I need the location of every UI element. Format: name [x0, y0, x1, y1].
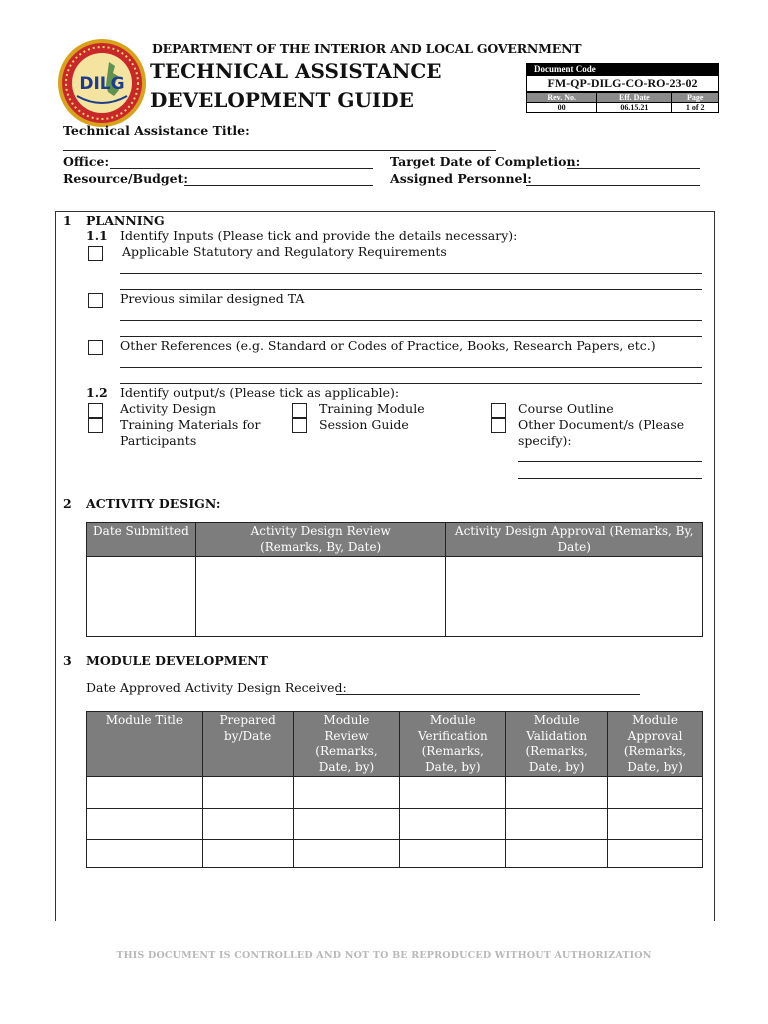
cell[interactable] — [87, 809, 203, 840]
cell-activity-design-approval[interactable] — [446, 557, 703, 637]
col-module-approval-line: Module — [632, 713, 678, 727]
eff-date: 06.15.21 — [597, 103, 672, 113]
cell[interactable] — [293, 809, 400, 840]
output-training-materials-line2: Participants — [120, 433, 197, 448]
assigned-personnel-label: Assigned Personnel: — [390, 171, 532, 186]
dilg-seal-logo — [57, 38, 147, 128]
resource-budget-line[interactable] — [184, 185, 373, 186]
col-prepared-by-date — [202, 712, 293, 777]
section-1-number: 1 — [63, 213, 72, 228]
document-code-box — [526, 63, 719, 113]
section-1-heading: PLANNING — [86, 213, 165, 228]
seal-lettering: DILG — [79, 74, 125, 94]
activity-design-table — [86, 522, 703, 637]
subsection-1-2-number: 1.2 — [86, 385, 108, 400]
input-option-statutory: Applicable Statutory and Regulatory Requirements — [122, 244, 447, 259]
cell[interactable] — [87, 840, 203, 868]
col-review-line1: Activity Design Review — [250, 524, 391, 538]
col-module-approval-line: Date, by) — [627, 759, 683, 774]
office-line[interactable] — [110, 168, 373, 169]
col-module-approval-line: (Remarks, — [623, 744, 687, 758]
rev-no: 00 — [527, 103, 597, 113]
cell[interactable] — [506, 809, 608, 840]
other-references-detail-line-2[interactable] — [120, 383, 702, 384]
col-review-line2: (Remarks, By, Date) — [260, 539, 382, 554]
checkbox-session-guide[interactable] — [292, 418, 307, 433]
page-number: 1 of 2 — [672, 103, 719, 113]
output-training-module: Training Module — [319, 401, 425, 416]
col-module-verification-line: (Remarks, — [421, 744, 484, 758]
form-title-line1: TECHNICAL ASSISTANCE — [150, 59, 442, 83]
ta-title-line[interactable] — [63, 150, 496, 151]
output-other-documents-line1: Other Document/s (Please — [518, 417, 685, 432]
module-development-table — [86, 711, 703, 868]
section-3-number: 3 — [63, 653, 72, 668]
cell[interactable] — [506, 777, 608, 809]
col-module-review — [293, 712, 400, 777]
table-row — [87, 840, 703, 868]
checkbox-activity-design[interactable] — [88, 403, 103, 418]
col-prepared-by-date-line: by/Date — [224, 728, 272, 743]
eff-date-label: Eff. Date — [597, 93, 672, 103]
checkbox-previous-ta[interactable] — [88, 293, 103, 308]
cell[interactable] — [293, 840, 400, 868]
col-module-approval-line: Approval — [627, 728, 683, 743]
checkbox-training-module[interactable] — [292, 403, 307, 418]
col-module-validation-line: Date, by) — [528, 759, 585, 774]
controlled-document-notice: THIS DOCUMENT IS CONTROLLED AND NOT TO BE REPRODUCED WITHOUT AUTHORIZATION — [116, 950, 652, 961]
col-module-validation-line: Validation — [526, 728, 588, 743]
col-approval-line1: Activity Design Approval (Remarks, By, — [454, 524, 694, 538]
checkbox-other-documents[interactable] — [491, 418, 506, 433]
col-module-approval — [608, 712, 703, 777]
cell[interactable] — [202, 777, 293, 809]
page-label: Page — [672, 93, 719, 103]
table-row — [87, 809, 703, 840]
target-date-label: Target Date of Completion: — [390, 154, 581, 169]
section-2-heading: ACTIVITY DESIGN: — [86, 496, 221, 511]
col-module-review-line: Date, by) — [318, 759, 375, 774]
col-approval-line2: Date) — [557, 539, 591, 554]
subsection-1-1-text: Identify Inputs (Please tick and provide the details necessary): — [120, 228, 518, 243]
cell[interactable] — [293, 777, 400, 809]
cell[interactable] — [202, 809, 293, 840]
output-training-materials-line1: Training Materials for — [120, 417, 261, 432]
cell[interactable] — [400, 809, 506, 840]
cell[interactable] — [608, 809, 703, 840]
section-2-number: 2 — [63, 496, 72, 511]
form-title-line2: DEVELOPMENT GUIDE — [150, 88, 414, 112]
cell[interactable] — [87, 777, 203, 809]
output-session-guide: Session Guide — [319, 417, 409, 432]
cell[interactable] — [400, 777, 506, 809]
col-module-title — [87, 712, 203, 777]
col-date-submitted: Date Submitted — [87, 523, 196, 557]
col-module-verification-line: Date, by) — [425, 759, 481, 774]
col-module-review-line: Module — [323, 713, 370, 727]
output-course-outline: Course Outline — [518, 401, 614, 416]
col-module-verification-line: Module — [429, 713, 476, 727]
cell[interactable] — [202, 840, 293, 868]
document-code-label: Document Code — [526, 63, 719, 76]
col-activity-design-approval — [446, 523, 703, 557]
col-prepared-by-date-line: Prepared — [219, 713, 276, 727]
subsection-1-1-number: 1.1 — [86, 228, 108, 243]
table-row — [87, 777, 703, 809]
col-module-validation — [506, 712, 608, 777]
col-module-verification — [400, 712, 506, 777]
statutory-detail-line-2[interactable] — [120, 289, 702, 290]
resource-budget-label: Resource/Budget: — [63, 171, 188, 186]
office-label: Office: — [63, 154, 110, 169]
col-module-validation-line: Module — [533, 713, 580, 727]
other-documents-specify-line-1[interactable] — [518, 461, 702, 462]
output-activity-design: Activity Design — [120, 401, 217, 416]
checkbox-training-materials[interactable] — [88, 418, 103, 433]
cell-date-submitted[interactable] — [87, 557, 196, 637]
input-option-other-references: Other References (e.g. Standard or Codes of Practice, Books, Research Papers, etc.) — [120, 338, 656, 353]
other-documents-specify-line-2[interactable] — [518, 478, 702, 479]
rev-no-label: Rev. No. — [527, 93, 597, 103]
date-approved-label: Date Approved Activity Design Received: — [86, 680, 347, 695]
department-name: DEPARTMENT OF THE INTERIOR AND LOCAL GOVERNMENT — [152, 41, 582, 56]
cell[interactable] — [506, 840, 608, 868]
input-option-previous-ta: Previous similar designed TA — [120, 291, 305, 306]
section-3-heading: MODULE DEVELOPMENT — [86, 653, 268, 668]
col-module-review-line: (Remarks, — [315, 744, 378, 758]
output-other-documents-line2: specify): — [518, 433, 572, 448]
subsection-1-2-text: Identify output/s (Please tick as applicable): — [120, 385, 400, 400]
col-activity-design-review — [195, 523, 446, 557]
assigned-personnel-line[interactable] — [526, 185, 700, 186]
checkbox-course-outline[interactable] — [491, 403, 506, 418]
other-references-detail-line-1[interactable] — [120, 367, 702, 368]
cell[interactable] — [608, 777, 703, 809]
previous-ta-detail-line-1[interactable] — [120, 320, 702, 321]
ta-title-label: Technical Assistance Title: — [63, 123, 250, 138]
date-approved-line[interactable] — [336, 694, 640, 695]
statutory-detail-line-1[interactable] — [120, 273, 702, 274]
cell-activity-design-review[interactable] — [195, 557, 446, 637]
target-date-line[interactable] — [567, 168, 700, 169]
cell[interactable] — [608, 840, 703, 868]
col-module-verification-line: Verification — [417, 728, 488, 743]
document-code: FM-QP-DILG-CO-RO-23-02 — [526, 76, 719, 92]
checkbox-statutory-requirements[interactable] — [88, 246, 103, 261]
checkbox-other-references[interactable] — [88, 340, 103, 355]
col-module-validation-line: (Remarks, — [525, 744, 588, 758]
col-module-title-line: Module Title — [105, 713, 183, 727]
col-module-review-line: Review — [324, 728, 369, 743]
previous-ta-detail-line-2[interactable] — [120, 336, 702, 337]
cell[interactable] — [400, 840, 506, 868]
